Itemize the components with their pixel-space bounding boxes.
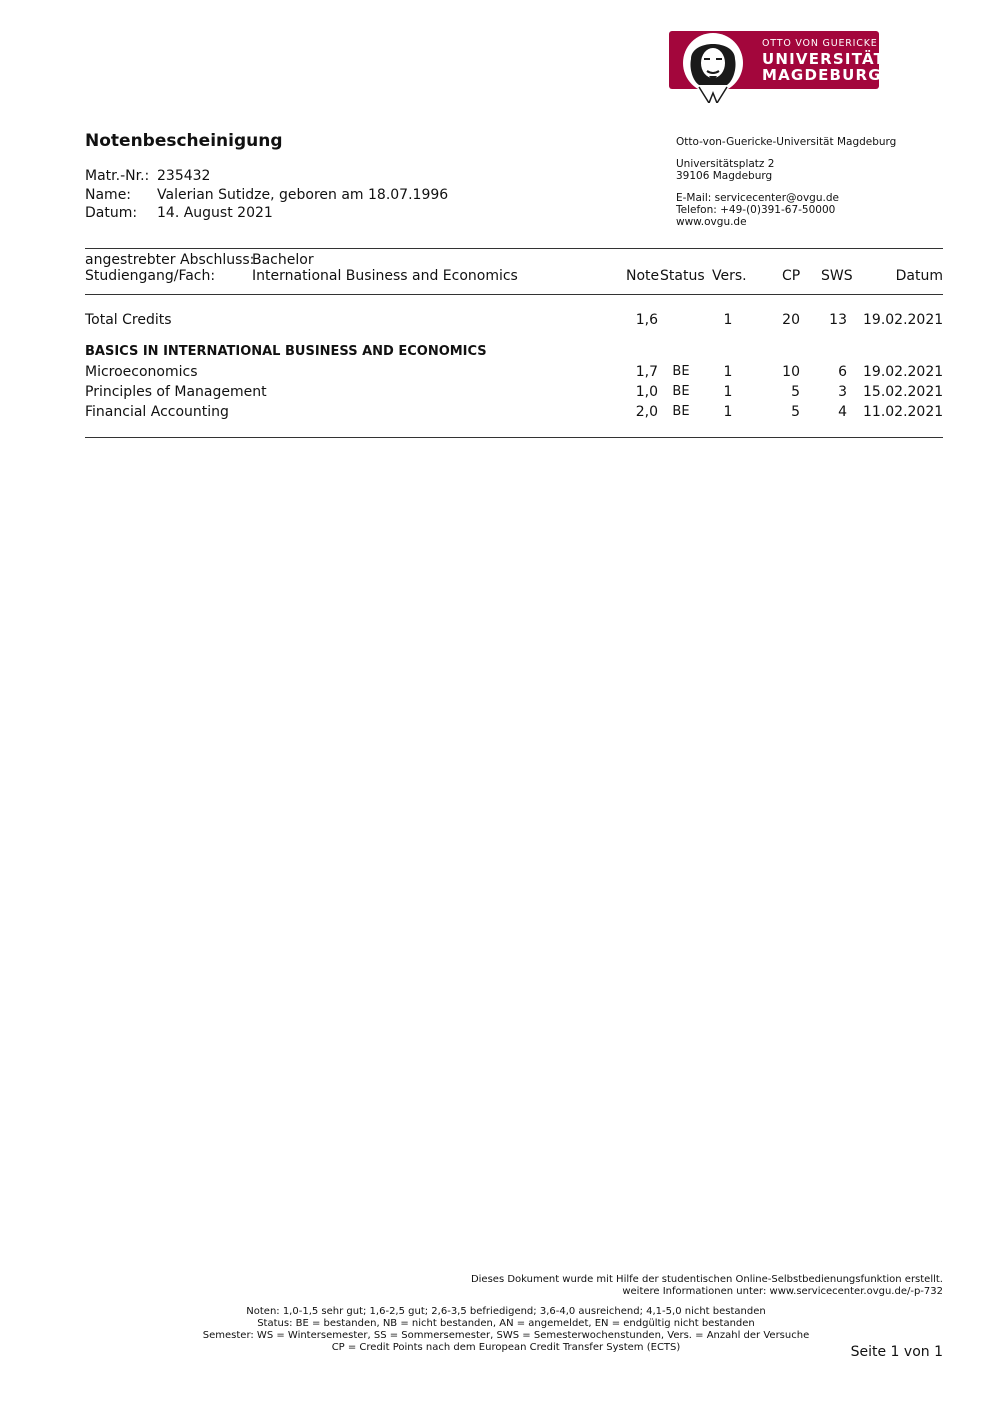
- course-cp: 10: [782, 364, 800, 380]
- course-datum: 11.02.2021: [863, 404, 944, 420]
- course-note: 2,0: [635, 404, 658, 420]
- divider-bottom: [85, 437, 943, 438]
- course-label: Microeconomics: [85, 364, 198, 380]
- course-sws: 4: [838, 404, 847, 420]
- degree-value: Bachelor: [252, 252, 314, 268]
- section-title: BASICS IN INTERNATIONAL BUSINESS AND ECONOMICS: [85, 344, 487, 359]
- logo-line-3: MAGDEBURG: [762, 66, 882, 84]
- divider-top: [85, 248, 943, 249]
- course-label: Principles of Management: [85, 384, 267, 400]
- course-note: 1,0: [635, 384, 658, 400]
- total-cp: 20: [782, 312, 800, 328]
- total-note: 1,6: [635, 312, 658, 328]
- course-label: Financial Accounting: [85, 404, 229, 420]
- university-city: 39106 Magdeburg: [676, 170, 773, 182]
- legend-semester: Semester: WS = Wintersemester, SS = Sommersemester, SWS = Semesterwochenstunden, Vers. = Anzahl der Versuche: [202, 1330, 810, 1341]
- logo-line-2: UNIVERSITÄT: [762, 50, 886, 68]
- date-label: Datum:: [85, 205, 138, 221]
- matr-value: 235432: [157, 168, 211, 184]
- total-datum: 19.02.2021: [863, 312, 944, 328]
- university-web: www.ovgu.de: [676, 216, 747, 228]
- logo-line-1: OTTO VON GUERICKE: [762, 38, 878, 49]
- column-header-datum: Datum: [895, 268, 943, 284]
- footer-created-line-2: weitere Informationen unter: www.servicecenter.ovgu.de/-p-732: [622, 1286, 943, 1297]
- course-datum: 15.02.2021: [863, 384, 944, 400]
- document-title: Notenbescheinigung: [85, 131, 283, 151]
- legend-status: Status: BE = bestanden, NB = nicht bestanden, AN = angemeldet, EN = endgültig nicht bestanden: [257, 1318, 755, 1329]
- course-vers: 1: [723, 384, 733, 400]
- university-name: Otto-von-Guericke-Universität Magdeburg: [676, 136, 897, 148]
- column-header-status: Status: [660, 268, 705, 284]
- university-phone: Telefon: +49-(0)391-67-50000: [676, 204, 836, 216]
- course-status: BE: [672, 364, 690, 379]
- subject-value: International Business and Economics: [252, 268, 518, 284]
- legend-noten: Noten: 1,0-1,5 sehr gut; 1,6-2,5 gut; 2,6-3,5 befriedigend; 3,6-4,0 ausreichend; 4,1-5,0 nicht bestanden: [246, 1306, 766, 1317]
- legend-cp: CP = Credit Points nach dem European Credit Transfer System (ECTS): [331, 1342, 681, 1353]
- university-street: Universitätsplatz 2: [676, 158, 775, 170]
- matr-label: Matr.-Nr.:: [85, 168, 150, 184]
- university-email: E-Mail: servicecenter@ovgu.de: [676, 192, 839, 204]
- course-vers: 1: [723, 404, 733, 420]
- course-cp: 5: [791, 404, 800, 420]
- column-header-sws: SWS: [821, 268, 853, 284]
- course-vers: 1: [723, 364, 733, 380]
- name-value: Valerian Sutidze, geboren am 18.07.1996: [157, 187, 449, 203]
- divider-header: [85, 294, 943, 295]
- university-logo: [669, 31, 886, 89]
- course-sws: 3: [838, 384, 847, 400]
- course-cp: 5: [791, 384, 800, 400]
- total-sws: 13: [829, 312, 847, 328]
- course-status: BE: [672, 384, 690, 399]
- degree-label: angestrebter Abschluss:: [85, 252, 255, 268]
- footer-created-line-1: Dieses Dokument wurde mit Hilfe der studentischen Online-Selbstbedienungsfunktion erstellt.: [470, 1274, 943, 1285]
- column-header-cp: CP: [782, 268, 801, 284]
- total-vers: 1: [723, 312, 733, 328]
- guericke-portrait-icon: [677, 29, 749, 103]
- course-status: BE: [672, 404, 690, 419]
- page-number: Seite 1 von 1: [850, 1344, 943, 1360]
- total-label: Total Credits: [85, 312, 172, 328]
- column-header-vers: Vers.: [712, 268, 747, 284]
- name-label: Name:: [85, 187, 132, 203]
- subject-label: Studiengang/Fach:: [85, 268, 216, 284]
- course-note: 1,7: [635, 364, 658, 380]
- course-datum: 19.02.2021: [863, 364, 944, 380]
- date-value: 14. August 2021: [157, 205, 273, 221]
- column-header-note: Note: [626, 268, 660, 284]
- course-sws: 6: [838, 364, 847, 380]
